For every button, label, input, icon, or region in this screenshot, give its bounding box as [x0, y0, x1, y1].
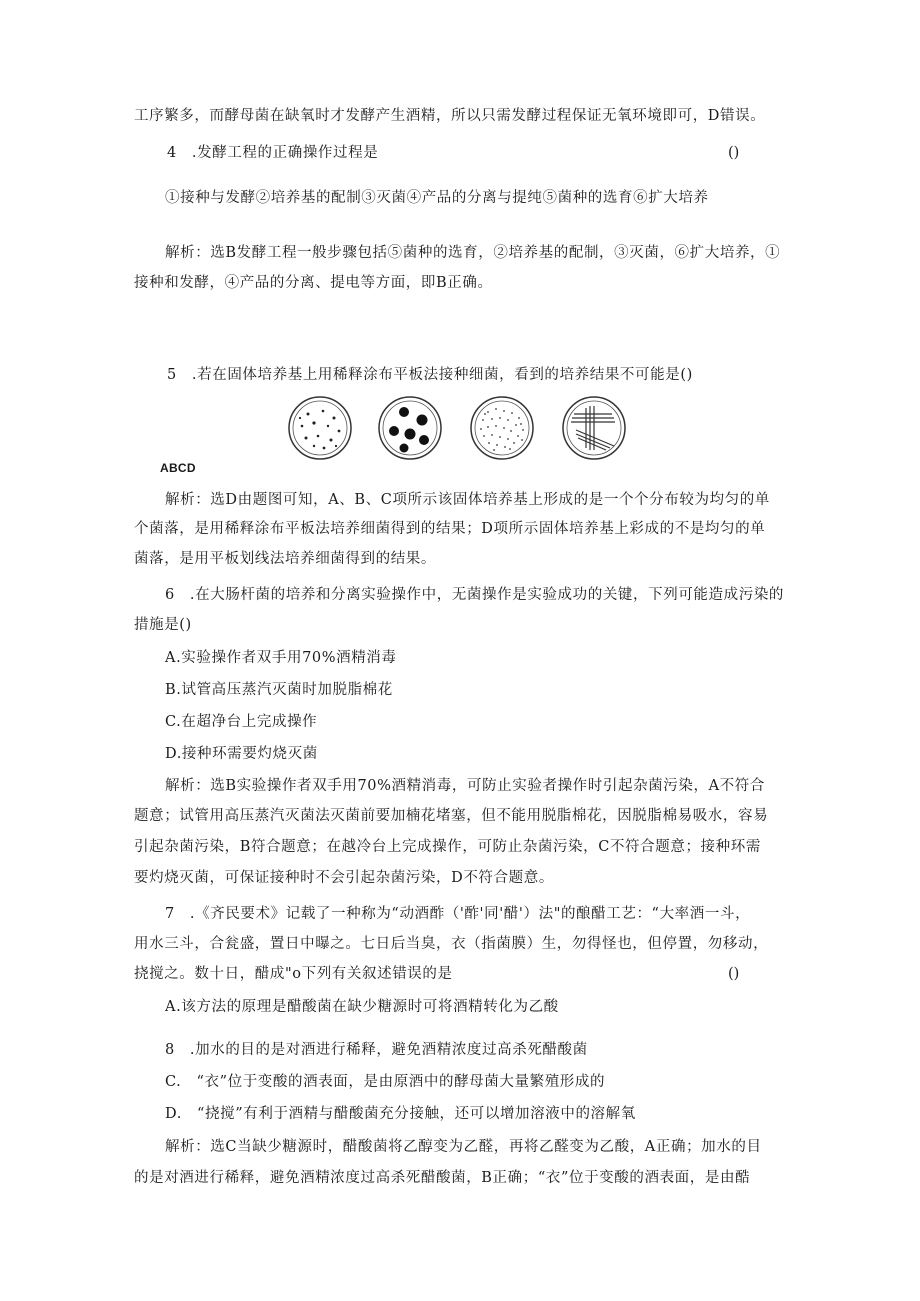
- analysis-line: 要灼烧灭菌，可保证接种时不会引起杂菌污染，D不符合题意。: [134, 870, 554, 886]
- answer-parentheses: (): [728, 145, 740, 161]
- analysis-line: 接种和发酵，④产品的分离、提电等方面，即B正确。: [134, 275, 493, 291]
- question-7: 7 .《齐民要术》记载了一种称为“动酒酢（'酢'同'醋'）法"的酿醋工艺：“大率酒一斗，: [165, 906, 751, 922]
- analysis-line: 解析：选B发酵工程一般步骤包括⑤菌种的选育，②培养基的配制，③灭菌，⑥扩大培养，①: [165, 245, 781, 261]
- option-c: C.在超净台上完成操作: [165, 714, 318, 730]
- figure-option-labels: ABCD: [160, 461, 196, 475]
- petri-dish-a: [289, 397, 351, 459]
- question-6: 措施是(): [134, 617, 192, 633]
- analysis-line: 引起杂菌污染，B符合题意；在越冷台上完成操作，可防止杂菌污染，C不符合题意；接种环需: [134, 839, 761, 855]
- question-7: 用水三斗，合瓮盛，置日中曝之。七日后当臭，衣（指菌膜）生，勿得怪也，但停置，勿移动，: [134, 936, 769, 952]
- question-4-items: ①接种与发酵②培养基的配制③灭菌④产品的分离与提纯⑤菌种的选育⑥扩大培养: [165, 190, 709, 206]
- option-b: B.试管高压蒸汽灭菌时加脱脂棉花: [165, 682, 393, 698]
- analysis-line: 解析：选B实验操作者双手用70%酒精消毒，可防止实验者操作时引起杂菌污染，A不符合: [165, 778, 765, 794]
- option-c: C. “衣”位于变酸的酒表面，是由原酒中的酵母菌大量繁殖形成的: [165, 1074, 606, 1090]
- question-6: 6 .在大肠杆菌的培养和分离实验操作中，无菌操作是实验成功的关键，下列可能造成污染的: [165, 587, 785, 603]
- option-a: A.该方法的原理是醋酸菌在缺少糖源时可将酒精转化为乙酸: [165, 999, 559, 1015]
- answer-parentheses: (): [728, 966, 740, 982]
- question-4: 4 .发酵工程的正确操作过程是: [167, 145, 379, 161]
- petri-dish-figure: [288, 396, 634, 460]
- analysis-line: 菌落，是用平板划线法培养细菌得到的结果。: [134, 551, 436, 567]
- petri-dish-b: [379, 397, 441, 459]
- option-b: 8 .加水的目的是对酒进行稀释，避免酒精浓度过高杀死醋酸菌: [165, 1042, 588, 1058]
- petri-dish-d: [563, 397, 625, 459]
- analysis-line: 个菌落，是用稀释涂布平板法培养细菌得到的结果；D项所示固体培养基上彩成的不是均匀的单: [134, 521, 766, 537]
- option-d: D. “挠搅”有利于酒精与醋酸菌充分接触，还可以增加溶液中的溶解氧: [165, 1106, 636, 1122]
- analysis-line: 题意；试管用高压蒸汽灭菌法灭菌前要加楠花堵塞，但不能用脱脂棉花，因脱脂棉易吸水，容易: [134, 808, 769, 824]
- petri-dish-c: [471, 397, 533, 459]
- option-d: D.接种环需要灼烧灭菌: [165, 746, 318, 762]
- analysis-line: 解析：选C当缺少糖源时，醋酸菌将乙醇变为乙醛，再将乙醛变为乙酸，A正确；加水的目: [165, 1139, 762, 1155]
- paragraph-line: 工序繁多，而酵母菌在缺氧时才发酵产生酒精，所以只需发酵过程保证无氧环境即可，D错误。: [134, 108, 766, 124]
- option-a: A.实验操作者双手用70%酒精消毒: [165, 650, 397, 666]
- analysis-line: 的是对酒进行稀释，避免酒精浓度过高杀死醋酸菌，B正确；“衣”位于变酸的酒表面，是由酷: [134, 1170, 751, 1186]
- analysis-line: 解析：选D由题图可知，A、B、C项所示该固体培养基上形成的是一个个分布较为均匀的单: [165, 492, 770, 508]
- question-5: 5 .若在固体培养基上用稀释涂布平板法接种细菌，看到的培养结果不可能是(): [167, 367, 693, 383]
- question-7: 挠搅之。数十日，醋成"o下列有关叙述错误的是: [134, 966, 453, 982]
